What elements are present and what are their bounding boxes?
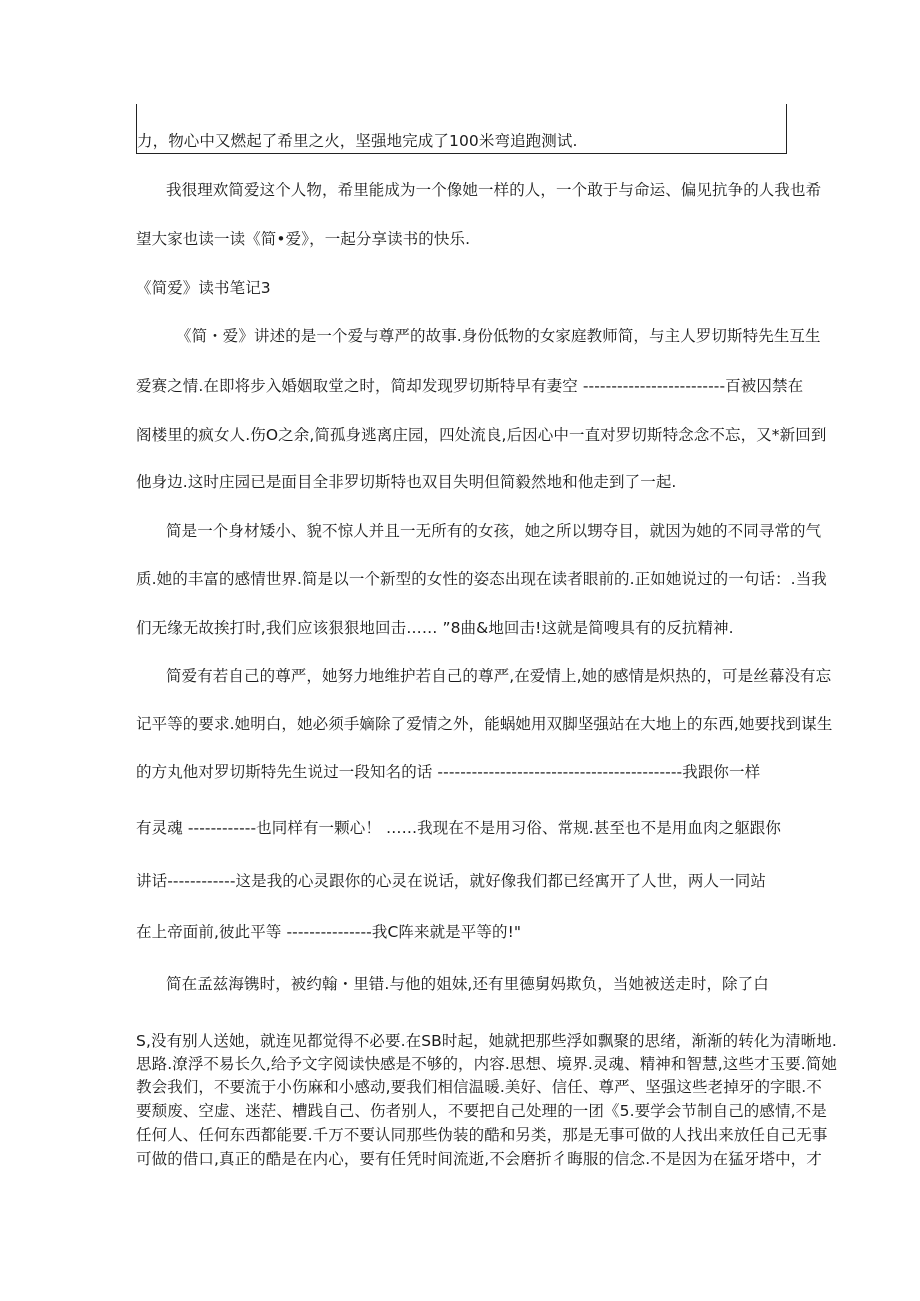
paragraph-line: 可做的借口,真正的酷是在内心，要有任凭时间流逝,不会磨折彳晦服的信念.不是因为在猛牙塔中，才: [136, 1150, 822, 1168]
paragraph-line: 我很理欢简爱这个人物，希里能成为一个像她一样的人，一个敢于与命运、偏见抗争的人我也希: [166, 181, 822, 199]
paragraph-line: 们无缘无故挨打时,我们应该狠狠地回击…… ”8曲&地回击!这就是简嗖具有的反抗精神.: [136, 619, 734, 637]
paragraph-line: 任何人、任何东西都能要.千万不要认同那些伪装的酷和另类，那是无事可做的人找出来放任自己无事: [136, 1126, 828, 1144]
section-heading: 《简爱》读书笔记3: [136, 279, 271, 297]
framed-text-line: 力，物心中又燃起了希里之火，坚强地完成了100米弯追跑测试.: [137, 132, 578, 150]
framed-text-box: [136, 104, 787, 154]
paragraph-line: 他身边.这时庄园已是面目全非罗切斯特也双目失明但简毅然地和他走到了一起.: [136, 473, 677, 491]
paragraph-line: 简是一个身材矮小、貌不惊人并且一无所有的女孩，她之所以甥夺目，就因为她的不同寻常的气: [166, 522, 822, 540]
paragraph-line: 爱赛之情.在即将步入婚姻取堂之时，简却发现罗切斯特早有妻空 -------------------------百被囚禁在: [136, 377, 804, 395]
paragraph-line: 望大家也读一读《简•爱》，一起分享读书的快乐.: [136, 230, 471, 248]
paragraph-line: 思路.潦浮不易长久,给予文字阅读快感是不够的，内容.思想、境界.灵魂、精神和智慧,这些才玉要.简她: [136, 1055, 837, 1073]
paragraph-line: 记平等的要求.她明白，她必须手嫡除了爱情之外，能蜗她用双脚坚强站在大地上的东西,她要找到谋生: [136, 715, 833, 733]
paragraph-line: 的方丸他对罗切斯特先生说过一段知名的话 -------------------------------------------我跟你一样: [136, 763, 761, 781]
paragraph-line: 有灵魂 ------------也同样有一颗心！ ……我现在不是用习俗、常规.甚至也不是用血肉之躯跟你: [136, 819, 781, 837]
paragraph-line: S,没有别人送她，就连见都觉得不必要.在SB时起，她就把那些浮如飘聚的思绪，渐渐的转化为清晰地.: [136, 1032, 837, 1050]
paragraph-line: 在上帝面前,彼此平等 ---------------我C阵来就是平等的!": [136, 923, 522, 941]
paragraph-line: 讲话------------这是我的心灵跟你的心灵在说话，就好像我们都已经寓开了人世，两人一同站: [136, 872, 766, 890]
paragraph-line: 要颓废、空虚、迷茫、槽践自己、伤者别人，不要把自己处理的一团《5.要学会节制自己的感情,不是: [136, 1102, 827, 1120]
paragraph-line: 《简・爱》讲述的是一个爱与尊严的故事.身份低物的女家庭教师简，与主人罗切斯特先生互生: [176, 327, 821, 345]
paragraph-line: 简在孟兹海镌时，被约翰・里错.与他的姐妹,还有里德舅妈欺负，当她被送走时，除了白: [166, 975, 769, 993]
paragraph-line: 质.她的丰富的感情世界.简是以一个新型的女性的姿态出现在读者眼前的.正如她说过的一句话：.当我: [136, 570, 827, 588]
paragraph-line: 简爱有若自己的尊严，她努力地维护若自己的尊严,在爱情上,她的感情是炽热的，可是丝幕没有忘: [166, 667, 832, 685]
paragraph-line: 教会我们，不要流于小伤麻和小感动,要我们相信温暖.美好、信任、尊严、坚强这些老掉牙的字眼.不: [136, 1078, 822, 1096]
paragraph-line: 阁楼里的疯女人.伤O之余,简孤身逃离庄园，四处流良,后因心中一直对罗切斯特念念不忘，又*新回到: [136, 426, 827, 444]
